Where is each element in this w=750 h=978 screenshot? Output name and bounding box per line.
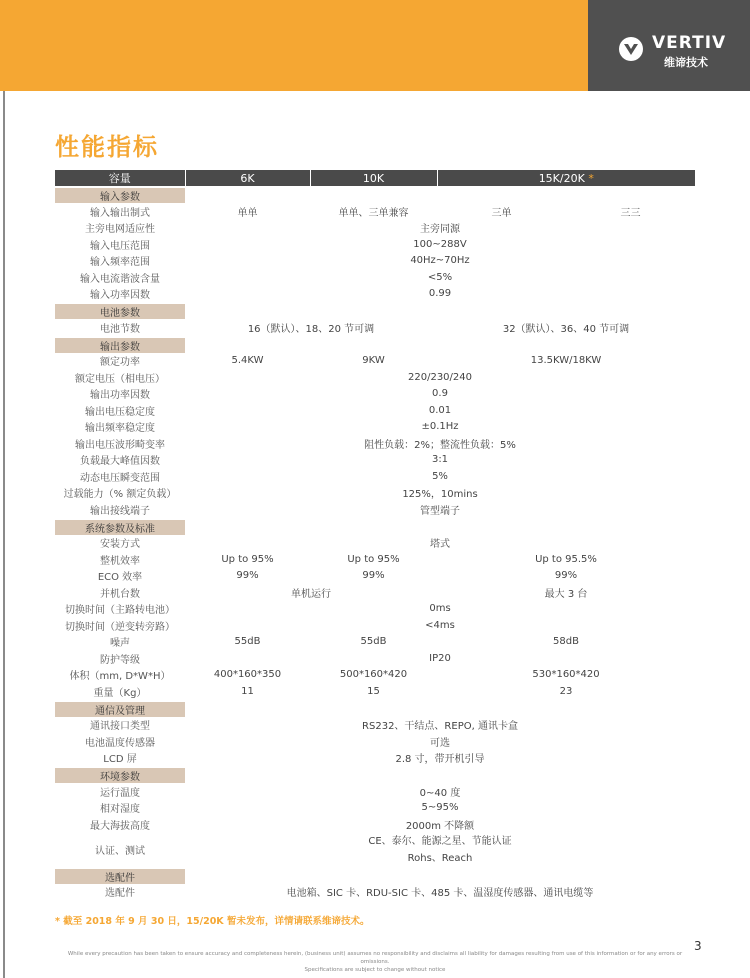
section-fill xyxy=(185,337,695,353)
page-number: 3 xyxy=(694,939,702,953)
section-fill xyxy=(185,701,695,717)
row-value: 三单 xyxy=(491,207,512,219)
section-title: 选配件 xyxy=(55,868,185,884)
table-row xyxy=(55,220,695,237)
section-row xyxy=(55,187,695,203)
table-row xyxy=(55,568,695,585)
row-label: 选配件 xyxy=(105,888,135,900)
table-row xyxy=(55,501,695,519)
row-label: 体积（mm, D*W*H） xyxy=(69,671,171,683)
section-row xyxy=(55,337,695,353)
page-title: 性能指标 xyxy=(55,133,159,161)
row-label: 电池温度传感器 xyxy=(85,737,155,749)
row-value: 2.8 寸，带开机引导 xyxy=(395,754,485,766)
table-row xyxy=(55,800,695,817)
row-value: 40Hz~70Hz xyxy=(410,255,470,267)
row-value: 125%，10mins xyxy=(402,489,478,501)
disclaimer xyxy=(60,950,690,974)
table-row xyxy=(55,269,695,286)
header-10k: 10K xyxy=(310,170,437,187)
table-row xyxy=(55,319,695,337)
row-value: 管型端子 xyxy=(420,505,460,517)
spec-table xyxy=(55,170,695,900)
row-value: 55dB xyxy=(360,636,387,648)
section-row xyxy=(55,767,695,783)
row-label: 输出频率稳定度 xyxy=(85,423,155,435)
section-fill xyxy=(185,303,695,319)
table-header-row xyxy=(55,170,695,187)
row-value: Up to 95% xyxy=(221,553,274,565)
row-label: 额定功率 xyxy=(100,357,140,369)
row-value: 13.5KW/18KW xyxy=(530,355,602,367)
table-row xyxy=(55,353,695,370)
row-label: 电池节数 xyxy=(100,323,140,335)
row-value: 99% xyxy=(236,570,259,582)
section-title: 输出参数 xyxy=(55,337,185,353)
table-row xyxy=(55,286,695,304)
row-label: 重量（Kg） xyxy=(93,687,147,699)
table-row xyxy=(55,683,695,701)
header-15k-20k-label: 15K/20K xyxy=(538,171,585,185)
row-value: ±0.1Hz xyxy=(421,421,459,433)
row-value: IP20 xyxy=(429,652,451,664)
row-value: 0.99 xyxy=(428,288,452,300)
row-value: 220/230/240 xyxy=(408,371,472,383)
section-row xyxy=(55,303,695,319)
table-row xyxy=(55,783,695,800)
row-value: 单单、三单兼容 xyxy=(338,207,409,219)
section-title: 输入参数 xyxy=(55,187,185,203)
table-row xyxy=(55,733,695,750)
row-label: 输入电流谐波含量 xyxy=(80,273,160,285)
row-value: 23 xyxy=(559,685,573,697)
row-value: Up to 95% xyxy=(347,553,400,565)
row-label: 输入电压范围 xyxy=(90,240,150,252)
row-label: 噪声 xyxy=(110,638,130,650)
row-value: 可选 xyxy=(430,737,450,749)
row-value: <4ms xyxy=(425,619,455,631)
row-value: 2000m 不降额 xyxy=(405,820,475,832)
header-6k: 6K xyxy=(185,170,310,187)
row-value-line: Rohs、Reach xyxy=(407,852,473,864)
row-label: 相对湿度 xyxy=(100,804,140,816)
section-row xyxy=(55,701,695,717)
table-row xyxy=(55,650,695,667)
table-row xyxy=(55,253,695,270)
table-row xyxy=(55,452,695,469)
row-label: 认证、测试 xyxy=(95,846,145,857)
section-title: 系统参数及标准 xyxy=(55,519,185,535)
row-value: 最大 3 台 xyxy=(544,588,588,600)
row-label: 输出电压稳定度 xyxy=(85,406,155,418)
row-value: 0.01 xyxy=(428,404,452,416)
table-row xyxy=(55,717,695,734)
section-row xyxy=(55,868,695,884)
brand-subtitle: 维谛技术 xyxy=(664,56,708,69)
table-row xyxy=(55,386,695,403)
table-row xyxy=(55,816,695,833)
header-star: * xyxy=(588,171,594,185)
row-label: 额定电压（相电压） xyxy=(75,373,165,385)
row-label: 整机效率 xyxy=(100,555,140,567)
table-row xyxy=(55,402,695,419)
row-label: 过载能力（% 额定负载） xyxy=(63,489,177,501)
row-label: 输出接线端子 xyxy=(90,505,150,517)
section-fill xyxy=(185,868,695,884)
row-label: 切换时间（主路转电池） xyxy=(65,605,175,617)
table-row xyxy=(55,750,695,768)
row-value-multiline xyxy=(185,833,695,868)
table-row xyxy=(55,203,695,220)
table-row xyxy=(55,419,695,436)
section-fill xyxy=(185,767,695,783)
section-title: 电池参数 xyxy=(55,303,185,319)
row-value: 530*160*420 xyxy=(532,669,600,681)
row-value: 0ms xyxy=(429,603,451,615)
row-label: 防护等级 xyxy=(100,654,140,666)
footnote: * 截至 2018 年 9 月 30 日，15/20K 暂未发布，详情请联系维谛技术。 xyxy=(55,916,370,927)
disclaimer-line-1: While every precaution has been taken to ensure accuracy and completeness herein, (business unit) assumes no responsibility and disclaims all liability for damages resulting from use of this information or for any errors or omissions. xyxy=(67,951,683,965)
row-value: 塔式 xyxy=(430,539,450,551)
row-label: 通讯接口类型 xyxy=(90,721,150,733)
row-label: 输出电压波形畸变率 xyxy=(75,439,165,451)
row-label: 安装方式 xyxy=(100,539,140,551)
row-value: 9KW xyxy=(362,355,385,367)
row-value: 15 xyxy=(367,685,380,697)
row-label: ECO 效率 xyxy=(97,572,143,584)
brand-name: VERTIV xyxy=(652,33,727,53)
header-capacity: 容量 xyxy=(55,170,185,187)
row-label: 输入输出制式 xyxy=(90,207,150,219)
row-label: 主旁电网适应性 xyxy=(85,224,155,236)
table-row xyxy=(55,617,695,634)
row-value: 单单 xyxy=(237,207,258,219)
row-value: 11 xyxy=(241,685,254,697)
table-row xyxy=(55,435,695,452)
row-value: 3:1 xyxy=(431,454,449,466)
row-value: 100~288V xyxy=(413,238,467,250)
row-value: 5.4KW xyxy=(231,355,264,367)
row-label: 输出功率因数 xyxy=(90,390,150,402)
table-row xyxy=(55,601,695,618)
table-row xyxy=(55,535,695,552)
row-value: 500*160*420 xyxy=(339,669,408,681)
row-value: 0.9 xyxy=(432,388,448,400)
row-label: 并机台数 xyxy=(100,588,140,600)
row-value: 阻性负载：2%；整流性负载：5% xyxy=(364,439,516,451)
row-value: 5% xyxy=(432,470,448,482)
row-value: 99% xyxy=(362,570,385,582)
table-row xyxy=(55,485,695,502)
row-value-line: CE、泰尔、能源之星、节能认证 xyxy=(368,835,512,847)
row-label: 切换时间（逆变转旁路） xyxy=(65,621,175,633)
row-value: 0~40 度 xyxy=(419,787,461,799)
row-value: Up to 95.5% xyxy=(535,553,597,565)
header-15k-20k xyxy=(437,170,695,187)
row-value: RS232、干结点、REPO, 通讯卡盒 xyxy=(362,721,518,733)
row-label: 输入功率因数 xyxy=(90,290,150,302)
row-value: 16（默认）、18、20 节可调 xyxy=(247,323,375,335)
row-value: 99% xyxy=(554,570,578,582)
table-row xyxy=(55,833,695,868)
table-row xyxy=(55,236,695,253)
left-edge-line xyxy=(3,91,5,978)
row-value: 32（默认）、36、40 节可调 xyxy=(502,323,630,335)
vertiv-logo-icon xyxy=(618,36,644,62)
row-label: 负载最大峰值因数 xyxy=(80,456,160,468)
row-value: 主旁同源 xyxy=(420,224,460,236)
table-row xyxy=(55,634,695,651)
row-value: 电池箱、SIC 卡、RDU-SIC 卡、485 卡、温湿度传感器、通讯电缆等 xyxy=(286,888,594,900)
section-title: 通信及管理 xyxy=(55,701,185,717)
table-row xyxy=(55,369,695,386)
table-row xyxy=(55,884,695,901)
row-value: 55dB xyxy=(234,636,261,648)
row-label: 输入频率范围 xyxy=(90,257,150,269)
row-label: 动态电压瞬变范围 xyxy=(80,472,160,484)
section-fill xyxy=(185,187,695,203)
row-value: 400*160*350 xyxy=(213,669,282,681)
row-label: LCD 屏 xyxy=(103,754,137,766)
section-title: 环境参数 xyxy=(55,767,185,783)
disclaimer-line-2: Specifications are subject to change without notice xyxy=(304,967,446,973)
row-value: <5% xyxy=(427,271,453,283)
row-label: 运行温度 xyxy=(100,787,140,799)
section-row xyxy=(55,519,695,535)
row-value: 58dB xyxy=(553,636,579,648)
table-row xyxy=(55,667,695,684)
table-row xyxy=(55,584,695,601)
row-value: 5~95% xyxy=(421,802,459,814)
row-value: 三三 xyxy=(620,207,641,219)
table-row xyxy=(55,551,695,568)
section-fill xyxy=(185,519,695,535)
table-row xyxy=(55,468,695,485)
row-value: 单机运行 xyxy=(291,588,331,600)
row-label: 最大海拔高度 xyxy=(90,820,150,832)
